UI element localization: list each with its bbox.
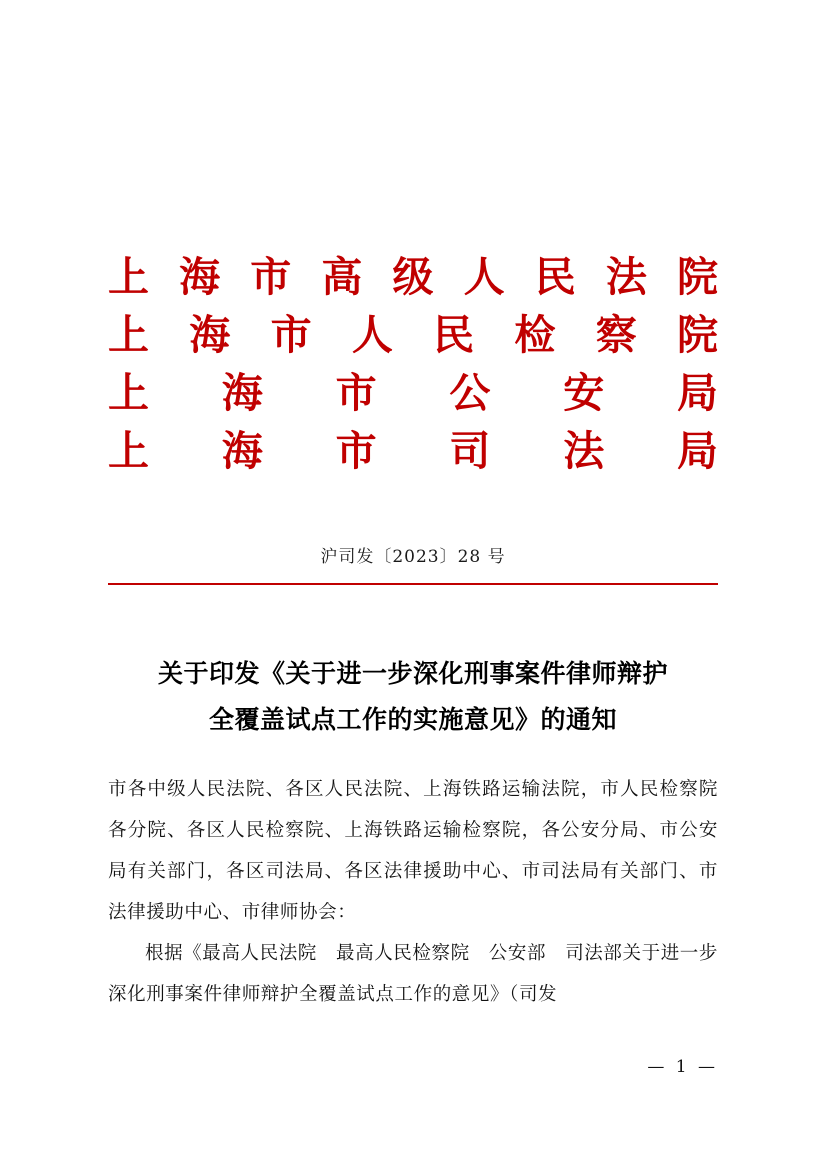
document-number-row [108,542,718,567]
page-title-line-2: 全覆盖试点工作的实施意见》的通知 [208,705,617,734]
body-paragraph-1: 根据《最高人民法院 最高人民检察院 公安部 司法部关于进一步深化刑事案件律师辩护全覆盖试点工作的意见》（司发 [108,943,719,1005]
letterhead-line-3: 上海市公安局 [108,369,718,417]
recipients-paragraph: 市各中级人民法院、各区人民法院、上海铁路运输法院，市人民检察院各分院、各区人民检察院、上海铁路运输检察院，各公安分局、市公安局有关部门，各区司法局、各区法律援助中心、市司法局有关部门、市法律援助中心、市律师协会： [108,779,718,923]
letterhead-line-1: 上海市高级人民法院 [108,253,718,301]
document-body [108,769,718,1015]
page-title [108,651,718,743]
letterhead-line-2: 上海市人民检察院 [108,311,718,359]
document-number: 沪司发〔2023〕28 号 [320,547,506,567]
red-divider-rule [108,583,718,585]
letterhead [108,0,718,480]
page-number: — 1 — [647,1057,718,1077]
letterhead-line-4: 上海市司法局 [108,427,718,475]
page-title-line-1: 关于印发《关于进一步深化刑事案件律师辩护 [157,659,668,688]
